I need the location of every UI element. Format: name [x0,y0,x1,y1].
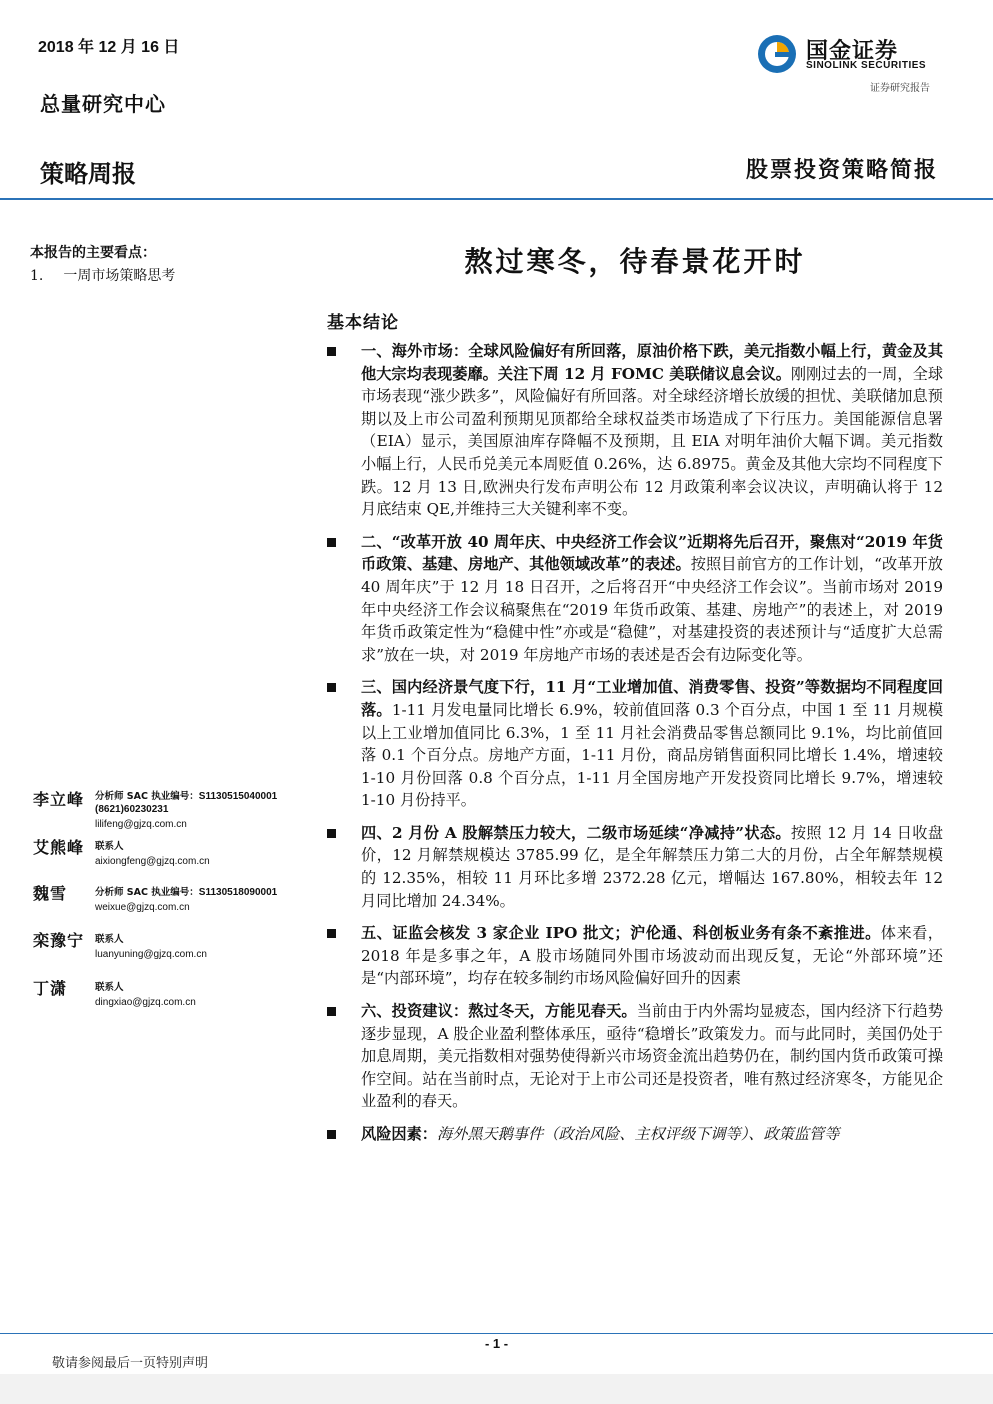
section-title: 基本结论 [327,313,399,333]
analyst-info [95,886,277,914]
bottom-band [0,1374,993,1404]
department-name: 总量研究中心 [40,92,166,116]
bullet-square-icon [327,347,336,356]
analyst-name: 栾豫宁 [33,931,85,950]
conclusion-body: 当前由于内外需均显疲态，国内经济下行趋势逐步显现，A 股企业盈利整体承压，亟待“稳增长”政策发力。而与此同时，美国仍处于加息周期，美元指数相对强势使得新兴市场资金流出趋势仍在，制约国内货币政策可操作空间。站在当前时点，无论对于上市公司还是投资者，唯有熬过经济寒冬，方能见企业盈利的春天。 [361,1002,944,1111]
conclusion-body: 按照目前官方的工作计划，“改革开放 40 周年庆”于 12 月 18 日召开，之后将召开“中央经济工作会议”。当前市场对 2019 年中央经济工作会议稿聚焦在“2019 年货币政策、基建、房地产”的表述上，对 2019 年货币政策定性为“稳健中性”亦或是“稳健”，对基建投资的表述预计与“适度扩大总需求”放在一块，对 2019 年房地产市场的表述是否会有边际变化等。 [361,555,943,664]
bullet-square-icon [327,929,336,938]
bullet-square-icon [327,1130,336,1139]
conclusion-heading: 四、2 月份 A 股解禁压力较大，二级市场延续“净减持”状态。 [361,823,791,842]
conclusion-item [327,340,943,521]
analyst-email[interactable]: aixiongfeng@gjzq.com.cn [95,856,210,867]
analyst-email[interactable]: dingxiao@gjzq.com.cn [95,997,196,1008]
highlight-item-number: 1. [30,268,44,284]
logo-name-cn: 国金证券 [806,39,899,64]
analyst-name: 艾熊峰 [33,838,85,857]
logo-subtitle: 证券研究报告 [870,83,930,94]
analyst-info [95,981,196,1009]
conclusion-body: 体来看，2018 年是多事之年，A 股市场随同外围市场波动而出现反复，无论“外部环境”还是“内部环境”，均存在较多制约市场风险偏好回升的因素 [361,924,943,988]
risk-factors-text: 海外黑天鹅事件（政治风险、主权评级下调等）、政策监管等 [436,1125,840,1143]
analyst-phone: (8621)60230231 [95,804,169,815]
analyst-email[interactable]: luanyuning@gjzq.com.cn [95,949,207,960]
analyst-info [95,840,210,868]
page-number: - 1 - [484,1336,509,1351]
analyst-sac-id: S1130518090001 [198,887,278,898]
highlight-item [30,265,175,285]
highlights-title: 本报告的主要看点： [30,245,156,261]
conclusion-item [327,531,943,667]
conclusion-body: 1-11 月发电量同比增长 6.9%，较前值回落 0.3 个百分点，中国 1 至 11 月规模以上工业增加值同比 6.3%，1 至 11 月社会消费品零售总额同比 9.1%，均比前值回落 0.1 个百分点。房地产方面，1-11 月份，商品房销售面积同比增长 1.4%，增速较 1-10 月份回落 0.8 个百分点，1-11 月全国房地产开发投资同比增长 9.7%，增速较 1-10 月份持平。 [361,700,944,810]
conclusion-body: 刚刚过去的一周，全球市场表现“涨少跌多”，风险偏好有所回落。对全球经济增长放缓的担忧、美联储加息预期以及上市公司盈利预期见顶都给全球权益类市场造成了下行压力。美国能源信息署（EIA）显示，美国原油库存降幅不及预期，且 EIA 对明年油价大幅下调。美元指数小幅上行，人民币兑美元本周贬值 0.26%，达 6.8975。黄金及其他大宗均不同程度下跌。12 月 13 日,欧洲央行发布声明公布 12 月政策利率会议决议，声明确认将于 12 月底结束 QE,并维持三大关键利率不变。 [361,364,944,519]
analyst-label: 联系人 [95,982,124,993]
conclusion-item [327,676,943,812]
analyst-email[interactable]: lilifeng@gjzq.com.cn [95,819,187,830]
highlight-item-text: 一周市场策略思考 [63,268,176,284]
bullet-square-icon [327,538,336,547]
bullet-square-icon [327,1007,336,1016]
conclusion-body: 按照 12 月 14 日收盘价，12 月解禁规模达 3785.99 亿，是全年解禁压力第二大的月份，占全年解禁规模的 12.35%，相较 11 月环比多增 2372.28 亿元，增幅达 167.80%，相较去年 12 月同比增加 24.34%。 [361,823,944,910]
conclusion-heading: 三、国内经济景气度下行，11 月“工业增加值、消费零售、投资”等数据均不同程度回落。 [361,678,943,719]
risk-factors-item [327,1123,943,1146]
analyst-name: 李立峰 [33,790,85,809]
conclusion-item [327,922,943,990]
bullet-square-icon [327,683,336,692]
analyst-name: 魏雪 [33,884,68,903]
conclusion-heading: 五、证监会核发 3 家企业 IPO 批文；沪伦通、科创板业务有条不紊推进。 [361,924,881,943]
bullet-square-icon [327,829,336,838]
analyst-sac-id: S1130515040001 [198,791,278,802]
logo-name-en: SINOLINK SECURITIES [806,60,927,71]
analyst-label: 联系人 [95,934,124,945]
header-divider [0,198,993,200]
main-title: 熬过寒冬，待春景花开时 [464,245,806,278]
analyst-name: 丁潇 [33,979,68,998]
analyst-label: 联系人 [95,841,124,852]
conclusion-heading: 一、海外市场：全球风险偏好有所回落，原油价格下跌，美元指数小幅上行，黄金及其他大宗均表现萎靡。关注下周 12 月 FOMC 美联储议息会议。 [361,342,943,383]
analyst-email[interactable]: weixue@gjzq.com.cn [95,902,190,913]
conclusion-item [327,822,943,912]
analyst-label: 分析师 SAC 执业编号： [95,887,199,898]
report-type: 股票投资策略简报 [745,157,938,183]
report-date: 2018 年 12 月 16 日 [38,39,180,56]
conclusion-heading: 六、投资建议：熬过冬天，方能见春天。 [361,1002,637,1021]
conclusion-list [327,340,943,1156]
conclusion-heading: 二、“改革开放 40 周年庆、中央经济工作会议”近期将先后召开，聚焦对“2019 年货币政策、基建、房地产、其他领域改革”的表述。 [361,532,943,574]
analyst-info [95,933,207,961]
risk-factors-heading: 风险因素： [361,1125,437,1143]
footer-divider [0,1333,993,1334]
footer-disclaimer: 敬请参阅最后一页特别声明 [52,1356,209,1371]
analyst-info [95,790,277,831]
analyst-label: 分析师 SAC 执业编号： [95,791,199,802]
report-series: 策略周报 [40,160,136,188]
conclusion-item [327,1000,943,1113]
